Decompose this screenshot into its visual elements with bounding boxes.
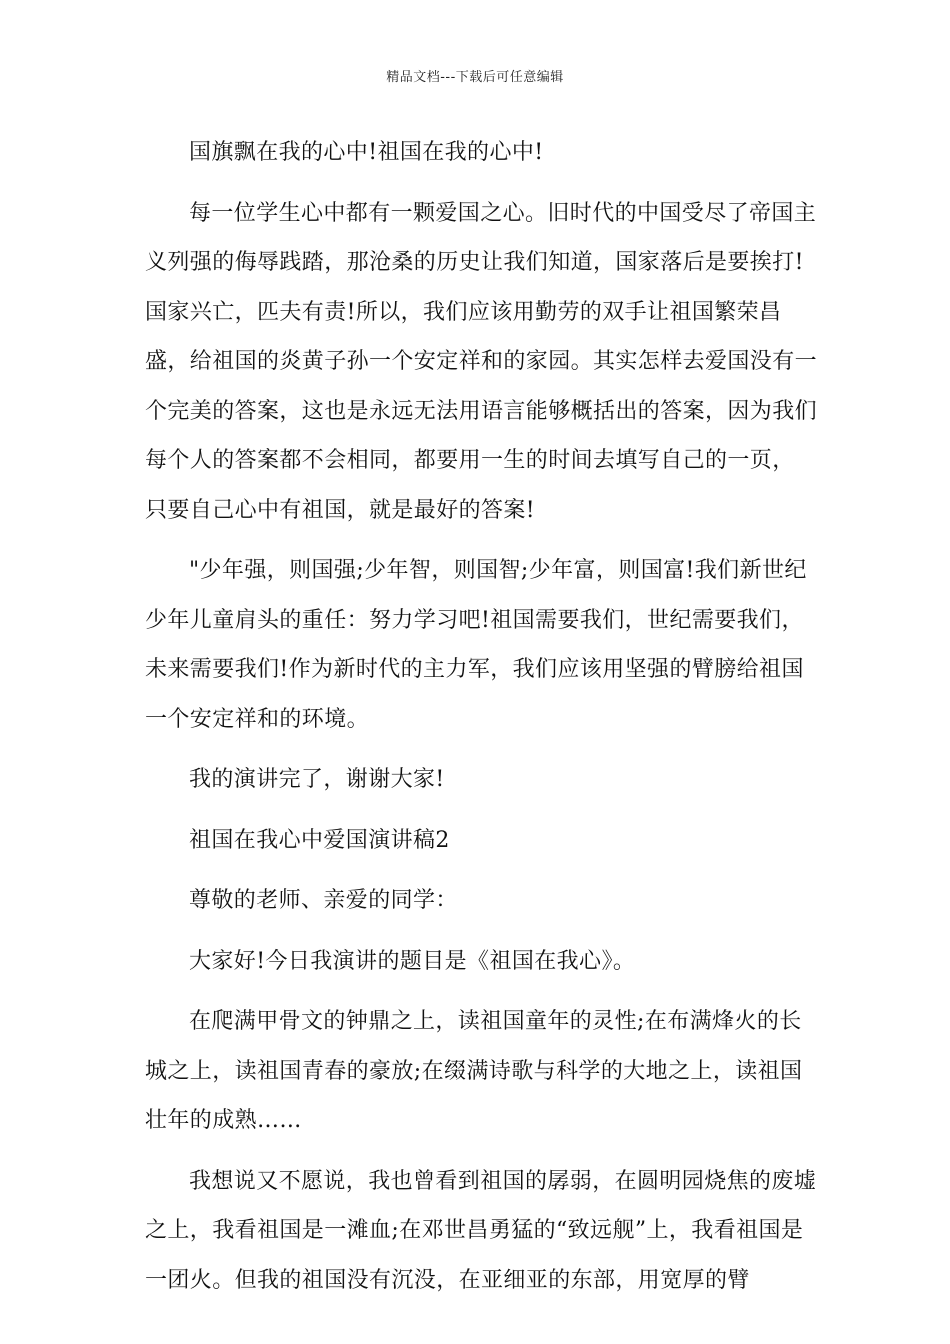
paragraph: "少年强，则国强;少年智，则国智;少年富，则国富!我们新世纪少年儿童肩头的重任：努力学习吧!祖国需要我们，世纪需要我们，未来需要我们!作为新时代的主力军，我们应该用坚强的臂膀给祖国一个安定祥和的环境。 <box>145 558 807 732</box>
paragraph: 大家好!今日我演讲的题目是《祖国在我心》。 <box>189 948 636 974</box>
paragraph: 我想说又不愿说，我也曾看到祖国的孱弱，在圆明园烧焦的废墟之上，我看祖国是一滩血;在邓世昌勇猛的“致远舰”上，我看祖国是一团火。但我的祖国没有沉没，在亚细亚的东部，用宽厚的臂 <box>145 1168 817 1293</box>
page-header: 精品文档---下载后可任意编辑 <box>386 70 564 85</box>
document-body <box>145 128 817 1316</box>
section-title: 祖国在我心中爱国演讲稿2 <box>189 827 450 853</box>
paragraph: 在爬满甲骨文的钟鼎之上，读祖国童年的灵性;在布满烽火的长城之上，读祖国青春的豪放;在缀满诗歌与科学的大地之上，读祖国壮年的成熟…… <box>145 1009 803 1133</box>
salutation: 尊敬的老师、亲爱的同学： <box>189 888 458 913</box>
paragraph: 国旗飘在我的心中!祖国在我的心中! <box>189 140 544 165</box>
paragraph: 每一位学生心中都有一颗爱国之心。旧时代的中国受尽了帝国主义列强的侮辱践踏，那沧桑的历史让我们知道，国家落后是要挨打!国家兴亡，匹夫有责!所以，我们应该用勤劳的双手让祖国繁荣昌盛，给祖国的炎黄子孙一个安定祥和的家园。其实怎样去爱国没有一个完美的答案，这也是永远无法用语言能够概括出的答案，因为我们每个人的答案都不会相同，都要用一生的时间去填写自己的一页， 只要自己心中有祖国，就是最好的答案! <box>145 200 818 523</box>
paragraph: 我的演讲完了，谢谢大家! <box>189 767 445 792</box>
